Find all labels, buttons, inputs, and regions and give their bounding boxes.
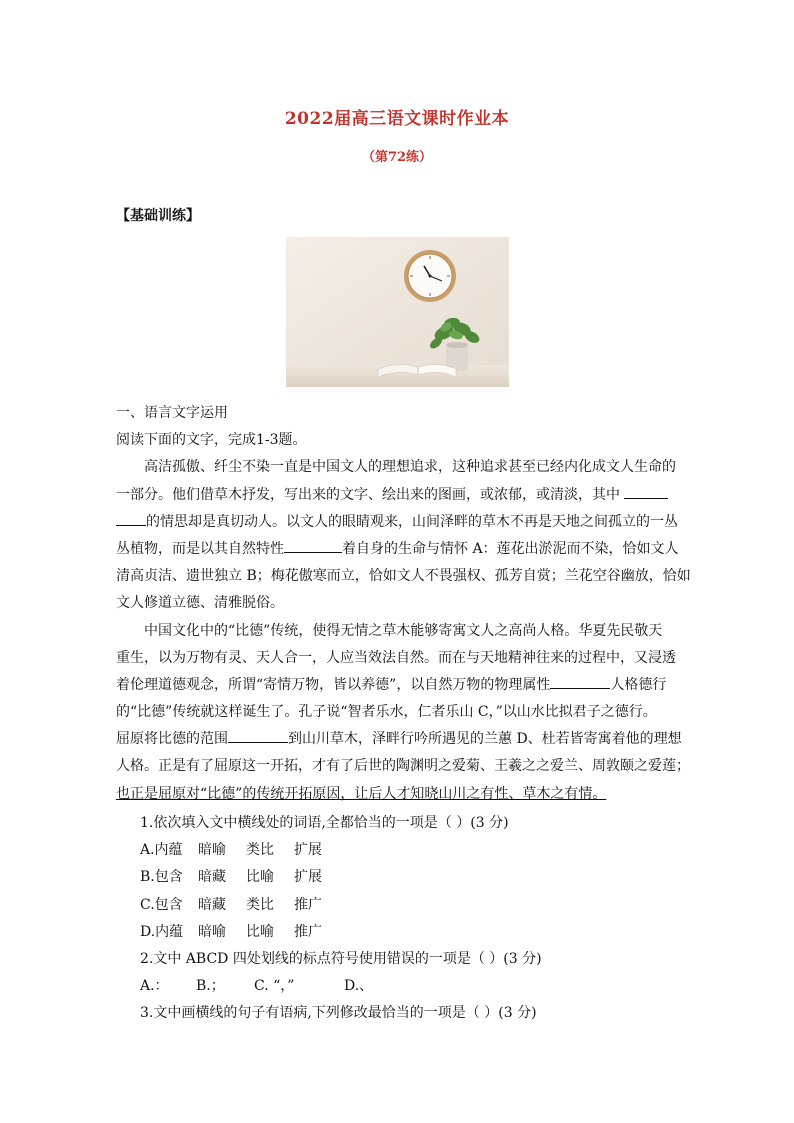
- passage-line: 清高贞洁、遗世独立 B；梅花傲寒而立，恰如文人不畏强权、孤芳自赏；兰花空谷幽放，恰如: [116, 568, 691, 585]
- passage-line: 一部分。他们借草木抒发，写出来的文字、绘出来的图画，或浓郁，或清淡，其中: [116, 482, 686, 509]
- part-heading: 一、语言文字运用: [116, 405, 228, 421]
- fill-blank: [284, 536, 342, 553]
- passage-line: 文人修道立德、清雅脱俗。: [116, 595, 284, 612]
- question-1-option-d: D.内蕴 暗喻 比喻 推广: [140, 923, 322, 940]
- passage-line: 丛植物，而是以其自然特性 着自身的生命与情怀 A：莲花出淤泥而不染，恰如文人: [116, 536, 686, 563]
- passage-line: 重生，以为万物有灵、天人合一，人应当效法自然。而在与天地精神往来的过程中，又浸透: [116, 649, 676, 666]
- fill-blank: [550, 672, 610, 689]
- question-3-stem: 3.文中画横线的句子有语病,下列修改最恰当的一项是（ ）(3 分): [140, 1005, 537, 1022]
- passage-line: 着伦理道德观念，所谓“寄情万物，皆以养德”，以自然万物的物理属性 人格德行: [116, 672, 686, 699]
- passage-line: 屈原将比德的范围 到山川草木，泽畔行吟所遇见的兰蕙 D、杜若皆寄寓着他的理想: [116, 726, 686, 753]
- reading-instruction: 阅读下面的文字，完成1-3题。: [116, 432, 307, 449]
- passage-line: 中国文化中的“比德”传统，使得无情之草木能够寄寓文人之高尚人格。华夏先民敬天: [144, 622, 663, 639]
- document-title: 2022届高三语文课时作业本: [284, 109, 510, 129]
- passage-line: 的情思却是真切动人。以文人的眼睛观来，山间泽畔的草木不再是天地之间孤立的一丛: [116, 509, 686, 536]
- questions-area: [116, 810, 686, 1028]
- question-1-option-b: B.包含 暗藏 比喻 扩展: [140, 869, 322, 886]
- question-2-options: A.： B.； C. “，” D.、: [140, 978, 374, 995]
- question-2-stem: 2.文中 ABCD 四处划线的标点符号使用错误的一项是（ ）(3 分): [140, 950, 542, 967]
- passage-line: 高洁孤傲、纤尘不染一直是中国文人的理想追求，这种追求甚至已经内化成文人生命的: [144, 459, 676, 476]
- question-1-stem: 1.依次填入文中横线处的词语,全都恰当的一项是（ ）(3 分): [140, 815, 509, 831]
- passage-area: [116, 400, 691, 808]
- question-1-option-c: C.包含 暗藏 类比 推广: [140, 896, 322, 913]
- fill-blank: [228, 726, 288, 743]
- passage-line: 的“比德”传统就这样诞生了。孔子说“智者乐水，仁者乐山 C，”以山水比拟君子之德行。: [116, 704, 657, 721]
- underlined-sentence: 也正是屈原对“比德”的传统开拓原因，让后人才知晓山川之有性、草木之有情。: [116, 785, 607, 802]
- fill-blank: [116, 509, 146, 526]
- document-subtitle: （第72练）: [361, 150, 433, 165]
- illustration-photo: [286, 237, 509, 387]
- passage-line: 人格。正是有了屈原这一开拓，才有了后世的陶渊明之爱菊、王羲之之爱兰、周敦颐之爱莲；: [116, 758, 690, 775]
- question-1-option-a: A.内蕴 暗喻 类比 扩展: [140, 842, 322, 859]
- fill-blank: [624, 482, 668, 499]
- section-heading: 【基础训练】: [116, 208, 200, 224]
- clock-icon: [404, 250, 456, 302]
